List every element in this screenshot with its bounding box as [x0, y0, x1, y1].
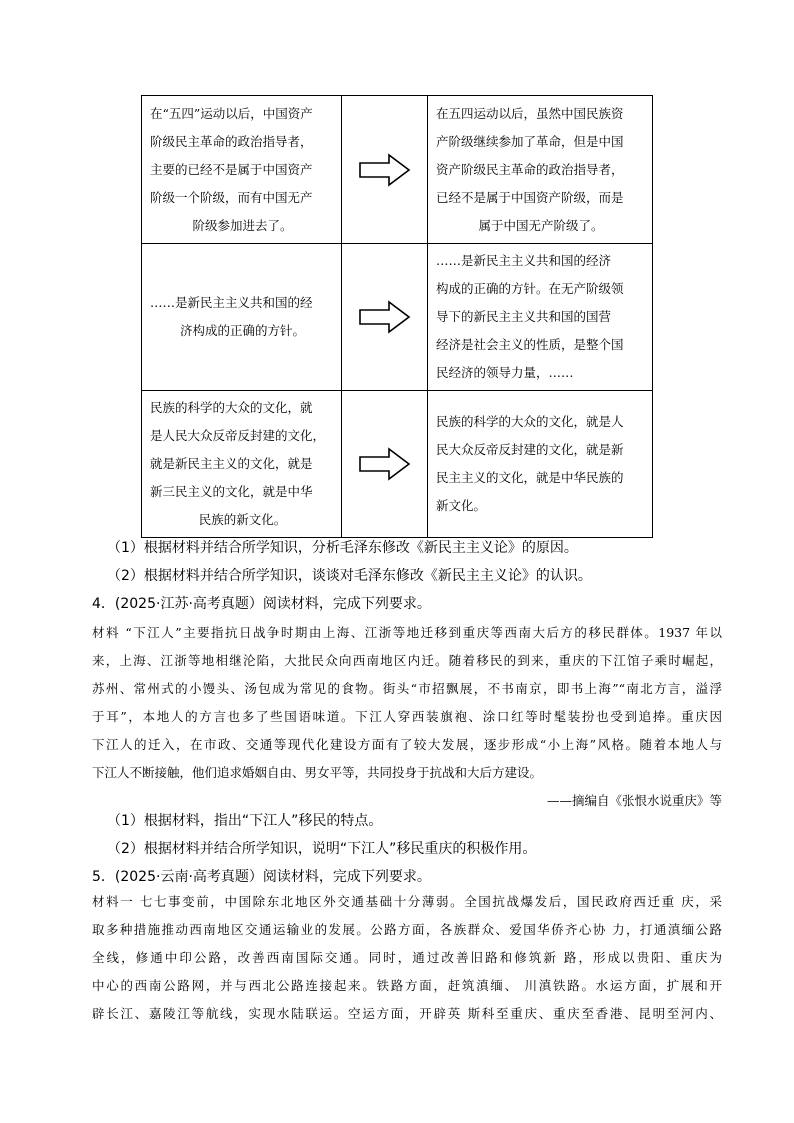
- material-line: 苏州、常州式的小馒头、汤包成为常见的食物。街头“市招飘展，不书南京，即书上海”“南北方言，溢浮: [92, 681, 722, 696]
- table-row: [142, 96, 653, 244]
- material-line: 中心的西南公路网，并与西北公路连接起来。铁路方面，赶筑滇缅、 川滇铁路。水运方面，扩展和开: [92, 978, 722, 993]
- right-arrow-icon: [359, 300, 411, 334]
- text-line: 济构成的正确的方针。: [179, 323, 305, 338]
- material-line: 下江人的迁入，在市政、交通等现代化建设方面有了较大发展，逐步形成“小上海”风格。随着本地人与: [92, 737, 722, 752]
- text-line: 民大众反帝反封建的文化，就是新: [436, 442, 624, 457]
- text-line: 民族的科学的大众的文化，就: [150, 400, 313, 415]
- comparison-table: [141, 95, 653, 538]
- arrow-cell: [342, 391, 428, 538]
- original-text-cell: [142, 391, 342, 538]
- material-line: 材料 “下江人”主要指抗日战争时期由上海、江浙等地迁移到重庆等西南大后方的移民群体。1937 年以: [92, 625, 722, 640]
- q4-subquestion-2: （2）根据材料并结合所学知识，说明“下江人”移民重庆的积极作用。: [107, 841, 537, 857]
- text-line: 民经济的领导力量，……: [436, 365, 574, 380]
- text-line: 属于中国无产阶级了。: [478, 217, 604, 233]
- text-line: 是人民大众反帝反封建的文化，: [150, 428, 326, 443]
- revised-text-cell: [428, 96, 653, 244]
- text-line: 阶级参加进去了。: [192, 217, 293, 233]
- q3-subquestion-2: （2）根据材料并结合所学知识，谈谈对毛泽东修改《新民主主义论》的认识。: [107, 568, 592, 584]
- text-line: 在“五四”运动以后，中国资产: [150, 105, 313, 121]
- text-line: 阶级民主革命的政治指导者，: [150, 133, 313, 149]
- text-line: 经济是社会主义的性质，是整个国: [436, 337, 624, 352]
- text-line: 民主主义的文化，就是中华民族的: [436, 470, 624, 485]
- text-line: 民族的新文化。: [198, 512, 287, 527]
- right-arrow-icon: [359, 447, 411, 481]
- text-line: 就是新民主主义的文化，就是: [150, 456, 313, 471]
- text-line: 产阶级继续参加了革命，但是中国: [436, 133, 624, 149]
- text-line: ……是新民主主义共和国的经济: [436, 253, 612, 268]
- material-line: 于耳”，本地人的方言也多了些国语味道。下江人穿西装旗袍、涂口红等时髦装扮也受到追捧。重庆因: [92, 709, 722, 724]
- q4-material: [92, 619, 722, 815]
- text-line: 新文化。: [436, 498, 487, 513]
- material-line: 取多种措施推动西南地区交通运输业的发展。公路方面，各族群众、爱国华侨齐心协 力，打通滇缅公路: [92, 922, 722, 937]
- original-text-cell: [142, 96, 342, 244]
- material-line: 材料一 七七事变前，中国除东北地区外交通基础十分薄弱。全国抗战爆发后，国民政府西迁重 庆，采: [92, 894, 722, 909]
- material-line: 来，上海、江浙等地相继沦陷，大批民众向西南地区内迁。随着移民的到来，重庆的下江馆子乘时崛起，: [92, 653, 722, 668]
- right-arrow-icon: [359, 153, 411, 187]
- text-line: 新三民主义的文化，就是中华: [150, 484, 313, 499]
- revised-text-cell: [428, 244, 653, 391]
- q4-header: 4．(2025·江苏·高考真题）阅读材料，完成下列要求。: [92, 596, 431, 612]
- material-source: ——摘编自《张恨水说重庆》等: [546, 793, 722, 808]
- material-line: 全线，修通中印公路，改善西南国际交通。同时，通过改善旧路和修筑新 路，形成以贵阳、重庆为: [92, 950, 722, 965]
- table-row: [142, 244, 653, 391]
- q5-header: 5．(2025·云南·高考真题）阅读材料，完成下列要求。: [92, 869, 431, 885]
- text-line: 在五四运动以后，虽然中国民族资: [436, 105, 624, 121]
- material-line: 辟长江、嘉陵江等航线，实现水陆联运。空运方面，开辟英 斯科至重庆、重庆至香港、昆明至河内、: [92, 1006, 722, 1021]
- arrow-cell: [342, 96, 428, 244]
- text-line: 构成的正确的方针。在无产阶级领: [436, 281, 624, 296]
- text-line: 已经不是属于中国资产阶级，而是: [436, 189, 624, 205]
- text-line: 资产阶级民主革命的政治指导者，: [436, 161, 624, 177]
- table-row: [142, 391, 653, 538]
- text-line: ……是新民主主义共和国的经: [150, 295, 313, 310]
- text-line: 民族的科学的大众的文化，就是人: [436, 414, 624, 429]
- q3-subquestion-1: （1）根据材料并结合所学知识，分析毛泽东修改《新民主主义论》的原因。: [107, 540, 578, 556]
- arrow-cell: [342, 244, 428, 391]
- text-line: 阶级一个阶级，而有中国无产: [150, 189, 313, 205]
- q5-material: [92, 888, 722, 1028]
- original-text-cell: [142, 244, 342, 391]
- text-line: 导下的新民主主义共和国的国营: [436, 309, 612, 324]
- q4-subquestion-1: （1）根据材料，指出“下江人”移民的特点。: [107, 813, 383, 829]
- revised-text-cell: [428, 391, 653, 538]
- material-line: 下江人不断接触，他们追求婚姻自由、男女平等，共同投身于抗战和大后方建设。: [92, 765, 543, 780]
- text-line: 主要的已经不是属于中国资产: [150, 161, 313, 177]
